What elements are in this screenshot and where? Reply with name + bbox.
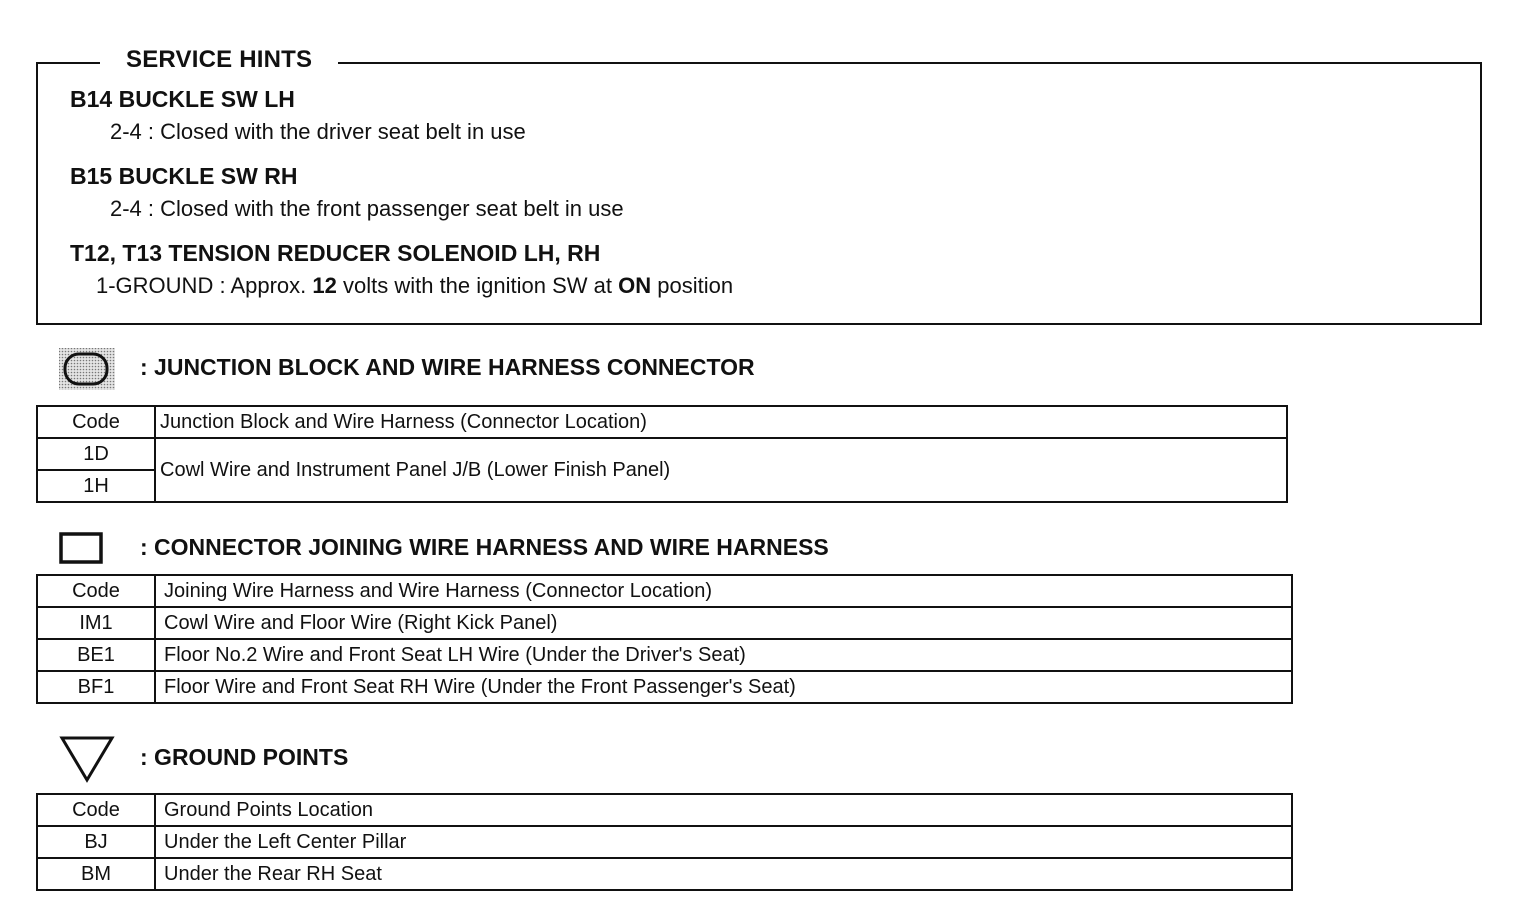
table-row: [37, 858, 1292, 890]
code-header: Code: [37, 406, 155, 438]
hint-line-t12-t13: [96, 273, 733, 299]
code-cell: IM1: [37, 607, 155, 639]
hint-title-b14: B14 BUCKLE SW LH: [70, 86, 295, 112]
junction-table: [36, 405, 1288, 503]
location-cell: Cowl Wire and Instrument Panel J/B (Lower Finish Panel): [155, 438, 1287, 502]
hint-title-t12-t13: T12, T13 TENSION REDUCER SOLENOID LH, RH: [70, 240, 601, 266]
connector-heading: : CONNECTOR JOINING WIRE HARNESS AND WIRE HARNESS: [140, 534, 829, 560]
connector-table: [36, 574, 1293, 704]
hint-line-b15: 2-4 : Closed with the front passenger seat belt in use: [110, 196, 624, 221]
location-header: Ground Points Location: [155, 794, 1292, 826]
table-row: [37, 671, 1292, 703]
hint-text-part: volts with the ignition SW at: [336, 273, 619, 298]
location-header: Joining Wire Harness and Wire Harness (Connector Location): [155, 575, 1292, 607]
location-cell: Floor No.2 Wire and Front Seat LH Wire (Under the Driver's Seat): [155, 639, 1292, 671]
code-cell: 1D: [37, 438, 155, 470]
table-row: [37, 639, 1292, 671]
code-header: Code: [37, 575, 155, 607]
hint-line-b14: 2-4 : Closed with the driver seat belt in use: [110, 119, 526, 144]
ground-table: [36, 793, 1293, 891]
location-cell: Under the Left Center Pillar: [155, 826, 1292, 858]
hint-title-b15: B15 BUCKLE SW RH: [70, 163, 298, 189]
junction-heading: : JUNCTION BLOCK AND WIRE HARNESS CONNECTOR: [140, 354, 755, 380]
service-hints-heading: SERVICE HINTS: [100, 46, 338, 74]
table-header-row: [37, 794, 1292, 826]
table-row: [37, 438, 1287, 470]
ground-heading: : GROUND POINTS: [140, 744, 349, 770]
table-row: [37, 607, 1292, 639]
rounded-rect-shaded-icon: [58, 347, 116, 391]
location-cell: Cowl Wire and Floor Wire (Right Kick Panel): [155, 607, 1292, 639]
code-cell: 1H: [37, 470, 155, 502]
code-cell: BE1: [37, 639, 155, 671]
location-header: Junction Block and Wire Harness (Connector Location): [155, 406, 1287, 438]
table-row: [37, 826, 1292, 858]
rectangle-icon: [58, 530, 106, 566]
down-triangle-icon: [58, 734, 116, 784]
hint-text-part: 1-GROUND : Approx.: [96, 273, 313, 298]
code-cell: BM: [37, 858, 155, 890]
code-cell: BJ: [37, 826, 155, 858]
hint-text-part: position: [651, 273, 734, 298]
location-cell: Under the Rear RH Seat: [155, 858, 1292, 890]
location-cell: Floor Wire and Front Seat RH Wire (Under the Front Passenger's Seat): [155, 671, 1292, 703]
code-header: Code: [37, 794, 155, 826]
table-header-row: [37, 406, 1287, 438]
code-cell: BF1: [37, 671, 155, 703]
voltage-value: 12: [312, 273, 337, 298]
table-header-row: [37, 575, 1292, 607]
switch-position: ON: [618, 273, 652, 298]
